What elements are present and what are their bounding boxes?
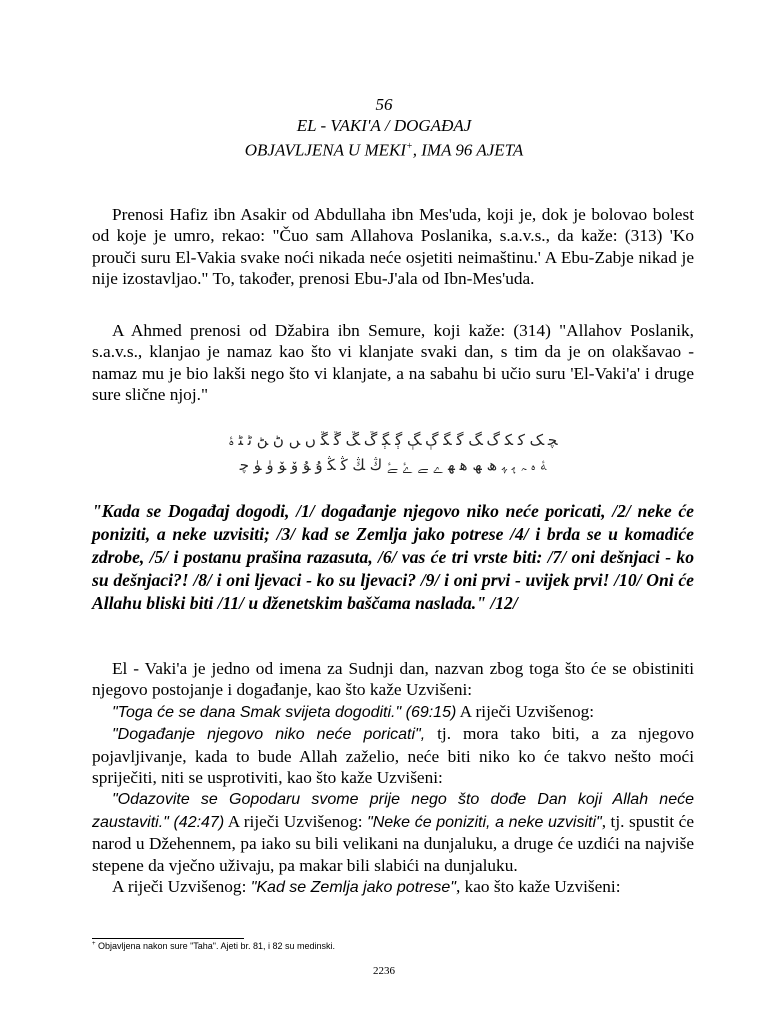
page-number: 2236 <box>373 965 395 977</box>
commentary-text-2: tj. mora tako biti, a za njegovo pojavljivanje, kada to bude Allah zaželio, neće biti niko ko će takvo nešto moći spriječiti, niti se usprotiviti, kao što kaže Uzvišeni: <box>92 724 694 788</box>
commentary-paragraph-3 <box>92 723 694 788</box>
commentary-paragraph-4 <box>92 788 694 876</box>
surah-subtitle <box>0 136 768 161</box>
commentary-text-6: , kao što kaže Uzvišeni: <box>455 877 621 897</box>
subtitle-text: OBJAVLJENA U MEKI <box>244 140 407 160</box>
intro-paragraph-2: A Ahmed prenosi od Džabira ibn Semure, koji kaže: (314) "Allahov Poslanik, s.a.v.s., klanjao je namaz kao što vi klanjate svaki dan, s tim da je on olakšavao - namaz mu je bio lakši nego što vi klanjate, a na sabahu bi učio suru 'El-Vaki'a' i druge sure slične njoj." <box>92 321 694 405</box>
verses-translation: "Kada se Događaj dogodi, /1/ događanje njegovo niko neće poricati, /2/ neke će poniziti, a neke uzvisiti; /3/ kad se Zemlja jako potrese /4/ i brda se u komadiće zdrobe, /5/ i postanu prašina razasuta, /6/ vas će tri vrste biti: /7/ oni dešnjaci - ko su dešnjaci?! /8/ i oni ljevaci - ko su ljevaci? /9/ i oni prvi - uvijek prvi! /10/ Oni će Allahu bliski biti /11/ u dženetskim baščama naslada." /12/ <box>92 501 694 613</box>
commentary-paragraph-5 <box>92 876 694 898</box>
quote-3: "Odazovite se Gopodaru svome prije nego što dođe Dan koji Allah neće zaustaviti." (42:47) <box>92 791 694 831</box>
intro-paragraph-1: Prenosi Hafiz ibn Asakir od Abdullaha ibn Mes'uda, koji je, dok je bolovao bolest od koje je umro, rekao: "Čuo sam Allahova Poslanika, s.a.v.s., da kaže: (313) 'Ko prouči suru El-Vakia svake noći nikada neće osjetiti neimaštinu.' A Ebu-Zabje nikad je nije izostavljao." To, također, prenosi Ebu-J'ala od Ibn-Mes'uda. <box>92 205 694 289</box>
commentary-section <box>92 658 694 898</box>
commentary-text-1: A riječi Uzvišenog: <box>456 701 595 721</box>
commentary-paragraph-1: El - Vaki'a je jedno od imena za Sudnji dan, nazvan zbog toga što će se obistiniti njegovo postojanje i događanje, kao što kaže Uzvišeni: <box>92 659 694 700</box>
commentary-text-4: , tj. spustit će narod u Džehennem, pa iako su bili velikani na dunjaluku, a druge će uzdići na najviše stepene da vječno uživaju, pa makar bili slabići na dunjaluku. <box>92 811 694 875</box>
quote-4: "Neke će poniziti, a neke uzvisiti" <box>367 813 602 831</box>
arabic-verse-line-1: ﭽ ﮏ ﮐ ﮑ ﮒ ﮓ ﮔ ﮕ ﮖ ﮗ ﮘ ﮙ ﮚ ﮛ ﮜ ﮝ ﮞ ﮟ ﮠ ﮡ ﮢ ﮣ ﮤ <box>228 431 558 449</box>
quote-1: "Toga će se dana Smak svijeta dogoditi." (69:15) <box>112 703 457 721</box>
intro-section <box>92 204 694 290</box>
arabic-verse-line-2: ﮥ ﮦ ﮧ ﮨ ﮩ ﮪ ﮫ ﮬ ﮭ ﮮ ﮯ ﮰ ﮱ ﯓ ﯔ ﯕ ﯖ ﯗ ﯘ ﯙ ﯚ ﯛ ﯜ ﭼ <box>239 456 547 474</box>
subtitle-rest: , IMA 96 AJETA <box>412 140 524 160</box>
quote-2: "Događanje njegovo niko neće poricati", <box>112 726 426 744</box>
commentary-paragraph-2 <box>92 701 694 723</box>
footnote-divider <box>92 938 244 939</box>
intro-section-2 <box>92 320 694 406</box>
quote-5: "Kad se Zemlja jako potrese" <box>250 879 456 897</box>
commentary-text-3: A riječi Uzvišenog: <box>224 811 368 831</box>
footnote-mark: + <box>92 941 96 947</box>
footnote-marker: + <box>406 141 413 152</box>
surah-number: 56 <box>375 95 393 114</box>
commentary-text-5: A riječi Uzvišenog: <box>112 877 251 897</box>
footnote <box>92 941 335 951</box>
footnote-text: Objavljena nakon sure "Taha". Ajeti br. 81, i 82 su medinski. <box>95 941 336 951</box>
surah-title: EL - VAKI'A / DOGAĐAJ <box>296 116 472 135</box>
